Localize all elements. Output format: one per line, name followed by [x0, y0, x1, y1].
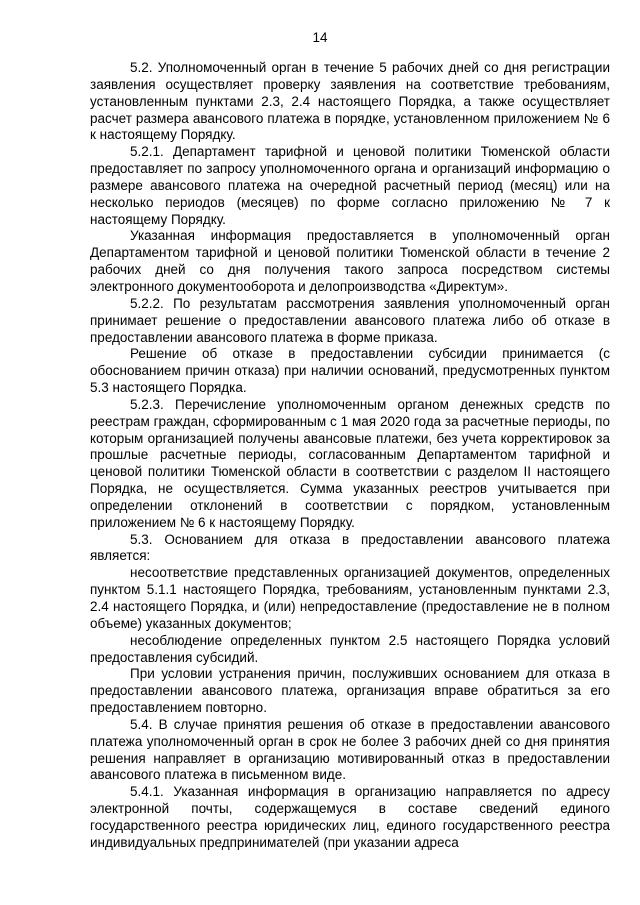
page-number: 14	[312, 30, 328, 45]
paragraph-5-4: 5.4. В случае принятия решения об отказе в предоставлении авансового платежа уполномоченный орган в срок не более 3 рабочих дней со дня принятия решения направляет в организацию мотивированный отказ в предоставлении авансового платежа в письменном виде.	[90, 716, 610, 783]
paragraph-refusal-ground-2: несоблюдение определенных пунктом 2.5 настоящего Порядка условий предоставления субсидий.	[90, 632, 610, 665]
paragraph-reapply: При условии устранения причин, послуживших основанием для отказа в предоставлении авансового платежа, организация вправе обратиться за его предоставлением повторно.	[90, 666, 610, 716]
paragraph-5-2-1: 5.2.1. Департамент тарифной и ценовой политики Тюменской области предоставляет по запросу уполномоченного органа и организаций информацию о размере авансового платежа на очередной расчетный период (месяц) или на несколько периодов (месяцев) по форме согласно приложению № 7 к настоящему Порядку.	[90, 144, 610, 227]
paragraph-refusal-ground-1: несоответствие представленных организацией документов, определенных пунктом 5.1.1 настоящего Порядка, требованиям, установленным пунктами 2.3, 2.4 настоящего Порядка, и (или) непредоставление (предоставление не в полном объеме) указанных документов;	[90, 565, 610, 631]
document-body	[90, 60, 610, 852]
paragraph-5-2: 5.2. Уполномоченный орган в течение 5 рабочих дней со дня регистрации заявления осуществляет проверку заявления на соответствие требованиям, установленным пунктами 2.3, 2.4 настоящего Порядка, а также осуществляет расчет размера авансового платежа в порядке, установленном приложением № 6 к настоящему Порядку.	[90, 60, 610, 143]
paragraph-info-provision: Указанная информация предоставляется в уполномоченный орган Департаментом тарифной и ценовой политики Тюменской области в течение 2 рабочих дней со дня получения такого запроса посредством системы электронного документооборота и делопроизводства «Директум».	[90, 228, 610, 294]
paragraph-5-4-1: 5.4.1. Указанная информация в организацию направляется по адресу электронной почты, содержащемуся в составе сведений единого государственного реестра юридических лиц, единого государственного реестра индивидуальных предпринимателей (при указании адреса	[90, 784, 610, 850]
paragraph-refusal-decision: Решение об отказе в предоставлении субсидии принимается (с обоснованием причин отказа) при наличии оснований, предусмотренных пунктом 5.3 настоящего Порядка.	[90, 346, 610, 396]
paragraph-5-2-3: 5.2.3. Перечисление уполномоченным органом денежных средств по реестрам граждан, сформированным с 1 мая 2020 года за расчетные периоды, по которым организацией получены авансовые платежи, без учета корректировок за прошлые расчетные периоды, согласованным Департаментом тарифной и ценовой политики Тюменской области в соответствии с разделом II настоящего Порядка, не осуществляется. Сумма указанных реестров учитывается при определении отклонений в соответствии с порядком, установленным приложением № 6 к настоящему Порядку.	[90, 396, 610, 530]
paragraph-5-2-2: 5.2.2. По результатам рассмотрения заявления уполномоченный орган принимает решение о предоставлении авансового платежа либо об отказе в предоставлении авансового платежа в форме приказа.	[90, 295, 610, 345]
paragraph-5-3: 5.3. Основанием для отказа в предоставлении авансового платежа является:	[90, 531, 610, 564]
